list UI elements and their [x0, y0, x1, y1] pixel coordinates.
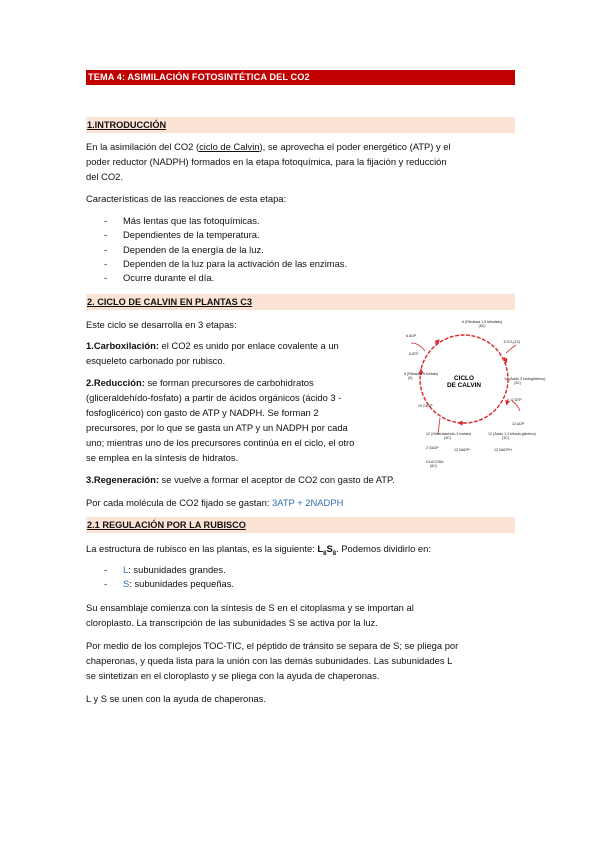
label-nadph: 12 NADPH: [494, 448, 512, 452]
regeneration-paragraph: 3.Regeneración: se vuelve a formar el aceptor de CO2 con gasto de ATP.: [86, 474, 395, 485]
stages-intro: Este ciclo se desarrolla en 3 etapas:: [86, 319, 237, 330]
characteristics-list: [104, 214, 347, 285]
label-pga: 12 (Ácido 3 fosfoglicérico): [504, 377, 546, 381]
cost-paragraph: Por cada molécula de CO2 fijado se gastan: 3ATP + 2NADPH: [86, 497, 344, 508]
cycle-center-title: CICLO: [454, 375, 474, 382]
label-pga-c: (3C): [514, 381, 521, 385]
label-10gap: 10 GA3P: [418, 404, 433, 408]
chaperones-paragraph: L y S se unen con la ayuda de chaperonas.: [86, 693, 266, 704]
carboxylation-paragraph: 1.Carboxilación: el CO2 es unido por enlace covalente a un esqueleto carbonado por rubisco.: [86, 340, 339, 366]
section-heading-text: 2.1 REGULACIÓN POR LA RUBISCO: [87, 520, 246, 530]
section-heading-text: 1.INTRODUCCIÓN: [87, 120, 167, 130]
document-title-bar: [86, 70, 515, 85]
list-item: - S: subunidades pequeñas.: [104, 577, 234, 591]
section-heading-text: 2. CICLO DE CALVIN EN PLANTAS C3: [87, 297, 253, 307]
reduction-paragraph: 2.Reducción: se forman precursores de carbohidratos (gliceraldehído-fosfato) a partir de ácidos orgánicos (ácido 3 - fosfoglicérico) con gasto de ATP y NADPH. Se forman 2 precursores, por lo que se gasta un ATP y un NADPH por cada uno; mientras uno de los precursores continúa en el ciclo, el otro se emplea en la síntesis de hidratos.: [86, 377, 355, 463]
calvin-cycle-link[interactable]: ciclo de Calvin: [199, 141, 260, 152]
list-item: - Más lentas que las fotoquímicas.: [104, 214, 347, 228]
list-item: - Ocurre durante el día.: [104, 271, 347, 285]
section-heading-introduccion: [86, 117, 515, 133]
cost-value: 3ATP + 2NADPH: [272, 497, 344, 508]
label-6adp: 6 ADP: [406, 334, 417, 338]
label-ribulose-bp-c: (5C): [478, 324, 486, 328]
subunits-list: [104, 563, 234, 592]
label-nadp: 12 NADP⁺: [454, 448, 471, 452]
label-2gap: 2 GA3P: [426, 446, 439, 450]
calvin-cycle-diagram: [404, 317, 546, 473]
cycle-center-title: DE CALVIN: [447, 382, 481, 389]
intro-paragraph: En la asimilación del CO2 (ciclo de Calvin), se aprovecha el poder energético (ATP) y el poder reductor (NADPH) formados en la etapa fotoquímica, para la fijación y reducción del CO2.: [86, 141, 451, 182]
label-ga3p12: 12 (Gliceraldehído 3 fosfato): [426, 432, 472, 436]
calvin-cycle-svg: [404, 317, 546, 473]
label-ribulose5p-c: (5): [408, 376, 413, 380]
label-ribulose-bp: 6 (Ribulosa 1,5 bifosfato): [462, 320, 502, 324]
list-item: - Dependen de la energía de la luz.: [104, 243, 347, 257]
label-bpg: 12 (Ácido 1,3 bifosfo-glicérico): [488, 432, 537, 436]
toc-tic-paragraph: Por medio de los complejos TOC-TIC, el péptido de tránsito se separa de S; se pliega por chaperonas, y queda lista para la unión con las demás subunidades. Las subunidades L se sintetizan en el cloroplasto y se pliega con la ayuda de chaperonas.: [86, 640, 459, 681]
list-item: - L: subunidades grandes.: [104, 563, 234, 577]
document-title: TEMA 4: ASIMILACIÓN FOTOSINTÉTICA DEL CO2: [88, 72, 310, 82]
label-6atp: 6 ATP: [409, 352, 419, 356]
label-bpg-c: (3C): [502, 436, 509, 440]
characteristics-intro: Características de las reacciones de esta etapa:: [86, 193, 287, 204]
label-glucose: GLUCOSA: [426, 460, 444, 464]
label-ga3p12-c: (3C): [444, 436, 451, 440]
label-12atp: 12 ATP: [510, 398, 522, 402]
section-heading-ciclo-calvin: [86, 294, 515, 310]
list-item: - Dependientes de la temperatura.: [104, 228, 347, 242]
label-ribulose5p: 6 (Ribulosa 5 fosfato): [404, 372, 439, 376]
label-glucose-c: (6C): [430, 464, 437, 468]
rubisco-structure-paragraph: La estructura de rubisco en las plantas, es la siguiente: $L_8S_8$. Podemos dividirlo en:: [86, 543, 431, 557]
list-item: - Dependen de la luz para la activación de las enzimas.: [104, 257, 347, 271]
label-co2: 6 CO₂(1C): [503, 340, 521, 344]
label-12adp: 12 ADP: [512, 422, 525, 426]
section-heading-regulacion-rubisco: [86, 517, 515, 533]
assembly-paragraph: Su ensamblaje comienza con la síntesis de S en el citoplasma y se importan al cloroplasto. La transcripción de las subunidades S se activa por la luz.: [86, 602, 414, 628]
